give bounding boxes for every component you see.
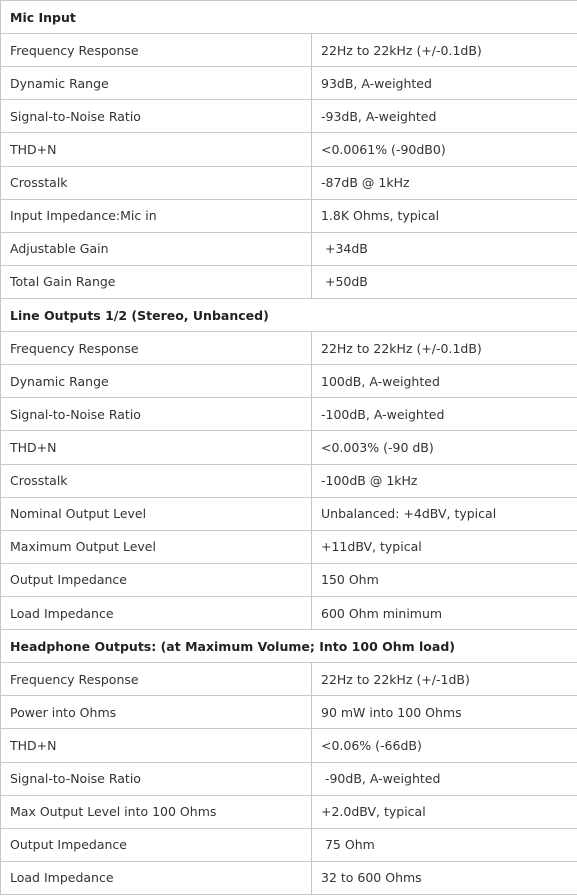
spec-label: THD+N [1,133,312,166]
spec-value: +2.0dBV, typical [312,795,577,828]
section-title: Mic Input [1,1,577,34]
table-row [1,166,577,199]
spec-value: -93dB, A-weighted [312,100,577,133]
table-row [1,563,577,596]
spec-label: Adjustable Gain [1,232,312,265]
spec-value: +50dB [312,265,577,298]
spec-value: Unbalanced: +4dBV, typical [312,497,577,530]
table-row [1,133,577,166]
spec-label: Load Impedance [1,861,312,894]
table-row [1,663,577,696]
spec-value: 32 to 600 Ohms [312,861,577,894]
spec-value: 22Hz to 22kHz (+/-1dB) [312,663,577,696]
spec-label: Max Output Level into 100 Ohms [1,795,312,828]
section-header-row [1,1,577,34]
spec-value: 22Hz to 22kHz (+/-0.1dB) [312,34,577,67]
spec-value: 75 Ohm [312,828,577,861]
table-row [1,332,577,365]
table-row [1,762,577,795]
spec-value: 90 mW into 100 Ohms [312,696,577,729]
spec-label: Dynamic Range [1,365,312,398]
table-row [1,199,577,232]
spec-label: Dynamic Range [1,67,312,100]
spec-value: <0.06% (-66dB) [312,729,577,762]
spec-value: <0.003% (-90 dB) [312,431,577,464]
spec-label: Nominal Output Level [1,497,312,530]
table-row [1,497,577,530]
spec-label: Load Impedance [1,596,312,629]
spec-value: 1.8K Ohms, typical [312,199,577,232]
table-row [1,464,577,497]
spec-label: Signal-to-Noise Ratio [1,398,312,431]
spec-label: Crosstalk [1,464,312,497]
section-header-row [1,630,577,663]
spec-label: THD+N [1,431,312,464]
table-row [1,696,577,729]
table-row [1,232,577,265]
table-row [1,861,577,894]
section-title: Line Outputs 1/2 (Stereo, Unbanced) [1,298,577,331]
table-row [1,729,577,762]
table-row [1,67,577,100]
spec-label: Output Impedance [1,563,312,596]
table-row [1,365,577,398]
spec-value: +11dBV, typical [312,530,577,563]
section-header-row [1,298,577,331]
spec-value: 22Hz to 22kHz (+/-0.1dB) [312,332,577,365]
table-row [1,596,577,629]
table-row [1,100,577,133]
spec-label: Frequency Response [1,663,312,696]
spec-value: 600 Ohm minimum [312,596,577,629]
spec-value: -100dB, A-weighted [312,398,577,431]
spec-label: Signal-to-Noise Ratio [1,100,312,133]
spec-value: 100dB, A-weighted [312,365,577,398]
spec-label: THD+N [1,729,312,762]
spec-value: <0.0061% (-90dB0) [312,133,577,166]
section-title: Headphone Outputs: (at Maximum Volume; Into 100 Ohm load) [1,630,577,663]
table-row [1,398,577,431]
spec-label: Total Gain Range [1,265,312,298]
specifications-body [1,1,577,895]
spec-value: -100dB @ 1kHz [312,464,577,497]
table-row [1,34,577,67]
table-row [1,530,577,563]
spec-value: -90dB, A-weighted [312,762,577,795]
table-row [1,795,577,828]
spec-value: -87dB @ 1kHz [312,166,577,199]
spec-label: Frequency Response [1,34,312,67]
table-row [1,828,577,861]
table-row [1,265,577,298]
spec-label: Signal-to-Noise Ratio [1,762,312,795]
spec-value: 150 Ohm [312,563,577,596]
spec-label: Crosstalk [1,166,312,199]
spec-label: Frequency Response [1,332,312,365]
spec-value: 93dB, A-weighted [312,67,577,100]
spec-value: +34dB [312,232,577,265]
table-row [1,431,577,464]
spec-label: Maximum Output Level [1,530,312,563]
spec-label: Input Impedance:Mic in [1,199,312,232]
spec-label: Power into Ohms [1,696,312,729]
spec-label: Output Impedance [1,828,312,861]
